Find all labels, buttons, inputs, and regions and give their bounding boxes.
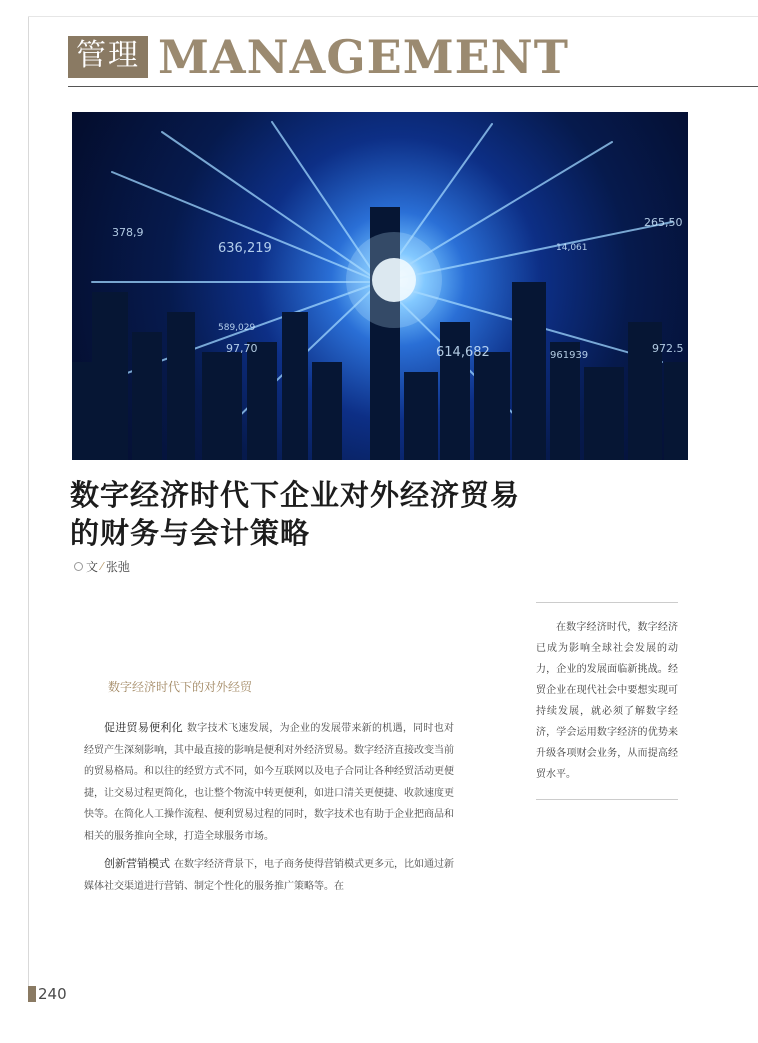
byline <box>74 558 130 575</box>
overlay-number: 14,061 <box>556 243 588 253</box>
paragraph-text: 数字技术飞速发展，为企业的发展带来新的机遇，同时也对经贸产生深刻影响，其中最直接的影响是便利对外经济贸易。数字经济直接改变当前的贸易格局。和以往的经贸方式不同，如今互联网以及电子合同让各种经贸活动更便捷，让交易过程更简化，也让整个物流中转更便利，如进口清关更便捷、收款速度更快等。在简化人工操作流程、便利贸易过程的同时，数字技术也有助于企业把商品和相关的服务推向全球，打造全球服务市场。 <box>84 723 454 842</box>
section-brand: MANAGEMENT <box>158 30 569 84</box>
page-number: 240 <box>38 985 67 1003</box>
overlay-number: 265,50 <box>644 216 683 229</box>
section-tag: 管理 <box>68 36 148 78</box>
byline-author: 张弛 <box>105 560 130 574</box>
body-paragraph <box>84 853 454 897</box>
body-paragraph <box>84 717 454 847</box>
overlay-number: 961939 <box>550 350 589 361</box>
overlay-number: 614,682 <box>436 345 490 360</box>
sidebar-text: 在数字经济时代，数字经济已成为影响全球社会发展的动力，企业的发展面临新挑战。经贸企业在现代社会中要想实现可持续发展，就必须了解数字经济，学会运用数字经济的优势来升级各项财会业务，从而提高经贸水平。 <box>536 622 678 780</box>
header-rule <box>68 86 758 87</box>
article-title-line2: 的财务与会计策略 <box>70 516 311 550</box>
pen-slash-icon: ⁄ <box>101 560 103 573</box>
sidebar-abstract <box>536 602 678 800</box>
section-title: 数字经济时代下的对外经贸 <box>108 680 253 694</box>
page-folio <box>28 985 67 1003</box>
byline-prefix: 文 <box>86 560 99 574</box>
overlay-number: 589,029 <box>218 323 256 333</box>
article-title <box>70 476 630 552</box>
overlay-number: 636,219 <box>218 241 272 256</box>
page-border <box>28 16 29 986</box>
overlay-number: 97,70 <box>226 342 258 355</box>
hero-image <box>72 112 688 460</box>
overlay-number: 972.5 <box>652 342 684 355</box>
overlay-number: 378,9 <box>112 226 144 239</box>
article-body <box>84 717 454 903</box>
paragraph-text: 在数字经济背景下，电子商务使得营销模式更多元，比如通过新媒体社交渠道进行营销、制定个性化的服务推广策略等。在 <box>84 859 454 892</box>
article-title-line1: 数字经济时代下企业对外经济贸易 <box>70 478 521 512</box>
hero-illustration <box>72 112 688 460</box>
section-header <box>68 30 569 84</box>
paragraph-lead: 创新营销模式 <box>104 857 170 870</box>
paragraph-lead: 促进贸易便利化 <box>104 721 183 734</box>
bullet-circle-icon <box>74 562 83 571</box>
folio-marker <box>28 986 36 1002</box>
top-rule <box>28 16 758 17</box>
